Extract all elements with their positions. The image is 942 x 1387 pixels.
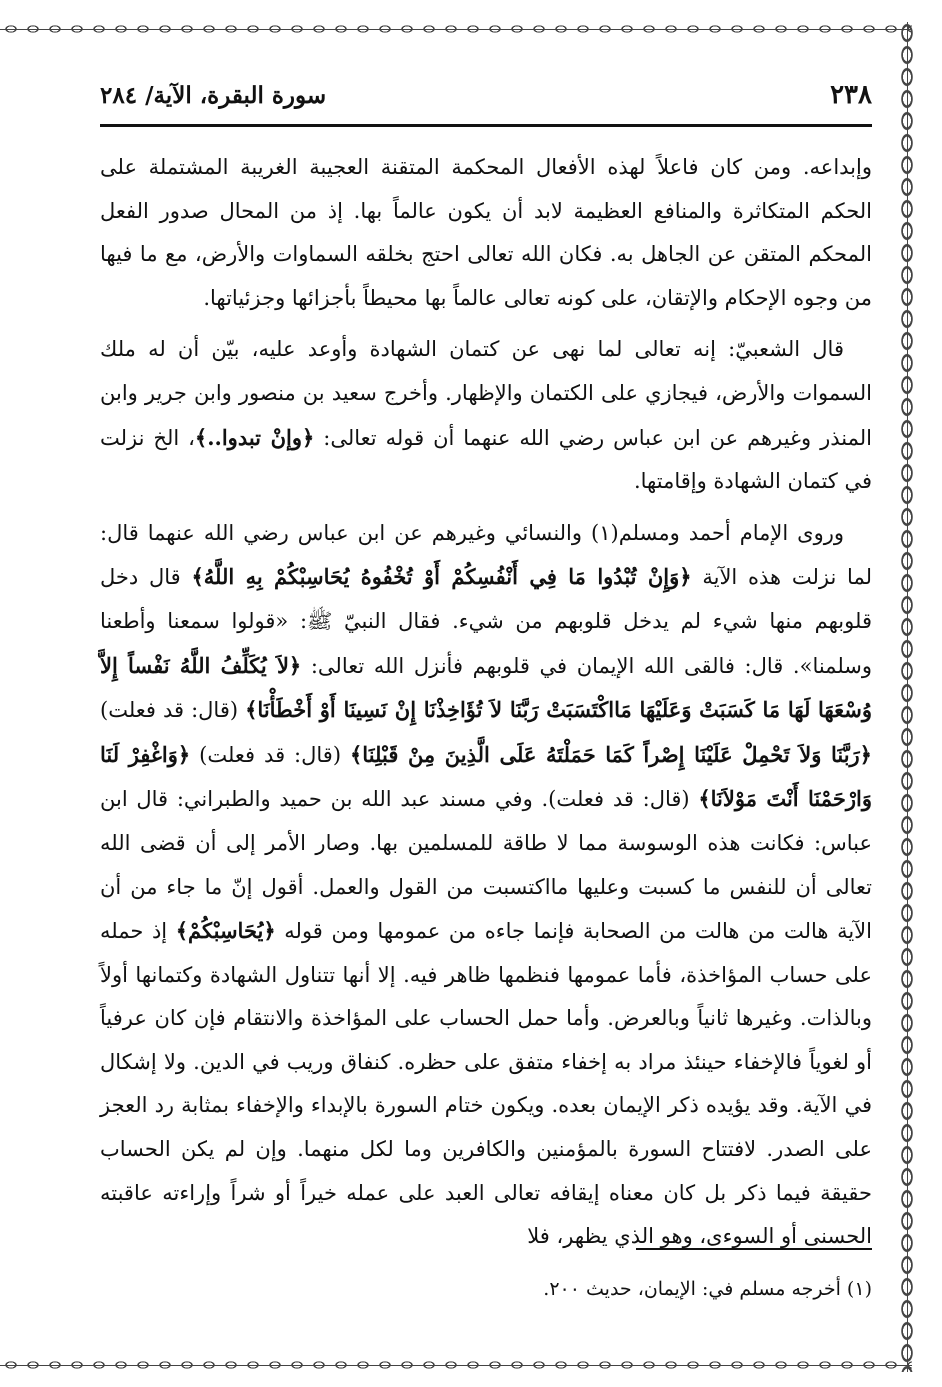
- paragraph-1: [100, 146, 872, 320]
- right-ornamental-border: [900, 22, 914, 1372]
- footnote-rule: [636, 1248, 872, 1250]
- paragraph-1-text: وإبداعه. ومن كان فاعلاً لهذه الأفعال المحكمة المتقنة العجيبة الغريبة المشتملة على الحكم المتكاثرة والمنافع العظيمة لابد أن يكون عالماً بها. إذ من المحال صدور الفعل المحكم المتقن عن الجاهل به. فكان الله تعالى احتج بخلقه السماوات والأرض، مع ما فيها من وجوه الإحكام والإتقان، على كونه تعالى عالماً بها محيطاً بأجزائها وجزئياتها.: [100, 155, 872, 310]
- paragraph-2: [100, 328, 872, 503]
- quran-quote: ﴿لاَ يُكَلِّفُ اللَّهُ نَفْساً إِلاَّ وُسْعَهَا لَهَا مَا كَسَبَتْ وَعَلَيْهَا مَااكْتَسَبَتْ رَبَّنَا لاَ تُؤَاخِذْنَا إِنْ نَسِينَا أَوْ أَخْطَأْنَا﴾: [100, 652, 872, 723]
- page-number: ٢٣٨: [830, 80, 872, 110]
- paragraph-2-text-a: قال الشعبيّ: إنه تعالى لما نهى عن كتمان الشهادة وأوعد عليه، بيّن أن له ملك السموات والأرض، فيجازي على الكتمان والإظهار. وأخرج سعيد بن منصور وابن جرير وابن المنذر وغيرهم عن ابن عباس رضي الله عنهما أن قوله تعالى:: [100, 337, 872, 450]
- running-title: سورة البقرة، الآية/ ٢٨٤: [100, 82, 327, 109]
- paragraph-3-text-c: (قال: قد فعلت): [100, 698, 246, 723]
- page-header: [100, 80, 872, 120]
- quran-quote: ﴿رَبَّنَا وَلاَ تَحْمِلْ عَلَيْنَا إِصْراً كَمَا حَمَلْتَهُ عَلَى الَّذِينَ مِنْ قَبْلِنَا﴾: [349, 741, 872, 767]
- paragraph-3-text-f: إذ حمله على حساب المؤاخذة، فأما عمومها فنظمها ظاهر فيه. إلا أنها تتناول الشهادة وكتمانها أولاً وبالذات. وغيرها ثانياً وبالعرض. وأما حمل الحساب على المؤاخذة والانتقام فإن كان عرفياً أو لغوياً فالإخفاء حينئذ مراد به إخفاء متفق على حظره. كنفاق وريب في الدين. ولا إشكال في الآية. وقد يؤيده ذكر الإيمان بعده. ويكون ختام السورة بالإبداء والإخفاء بمثابة رد العجز على الصدر. لافتتاح السورة بالمؤمنين والكافرين وما لكل منهما. وإن لم يكن الحساب حقيقة فيما ذكر بل كان معناه إيقافه تعالى العبد على عمله خيراً أو شراً وإراءته عاقبته الحسنى أو السوءى، وهو الذي يظهر، فلا: [100, 919, 872, 1249]
- paragraph-3: [100, 512, 872, 1259]
- paragraph-3-text-e: (قال: قد فعلت). وفي مسند عبد الله بن حميد والطبراني: قال ابن عباس: فكانت هذه الوسوسة مما لا طاقة للمسلمين بها. وصار الأمر إلى أن قضى الله تعالى أن للنفس ما كسبت وعليها مااكتسبت من القول والعمل. أقول إنّ ما جاء من أن الآية هالت من هالت من الصحابة فإنما جاءه من عمومها ومن قوله: [100, 787, 872, 944]
- quran-quote: ﴿وَإِنْ تُبْدُوا مَا فِي أَنْفُسِكُمْ أَوْ تُخْفُوهُ يُحَاسِبْكُمْ بِهِ اللَّهُ﴾: [191, 564, 692, 590]
- paragraph-3-text-d: (قال: قد فعلت): [190, 742, 350, 767]
- bottom-ornamental-border: [0, 1358, 912, 1372]
- top-ornamental-border: [0, 22, 912, 36]
- quran-quote: ﴿يُحَاسِبْكُمْ﴾: [175, 918, 276, 944]
- footnote: (١) أخرجه مسلم في: الإيمان، حديث ٢٠٠.: [543, 1278, 872, 1300]
- paragraph-3-text-b: قال دخل قلوبهم منها شيء لم يدخل قلوبهم من شيء. فقال النبيّ ﷺ: «قولوا سمعنا وأطعنا وسلمنا». قال: فالقى الله الإيمان في قلوبهم فأنزل الله تعالى:: [100, 565, 873, 678]
- header-rule: [100, 124, 872, 127]
- paragraph-2-text-b: ، الخ نزلت في كتمان الشهادة وإقامتها.: [100, 425, 872, 494]
- main-text: [100, 146, 872, 1267]
- quran-quote: ﴿وإنْ تبدوا..﴾: [194, 424, 315, 450]
- quran-quote: ﴿وَاغْفِرْ لَنَا وَارْحَمْنَا أَنْتَ مَوْلاَنَا﴾: [100, 741, 872, 812]
- paragraph-3-text-a: وروى الإمام أحمد ومسلم(١) والنسائي وغيرهم عن ابن عباس رضي الله عنهما قال: لما نزلت هذه الآية: [100, 520, 872, 590]
